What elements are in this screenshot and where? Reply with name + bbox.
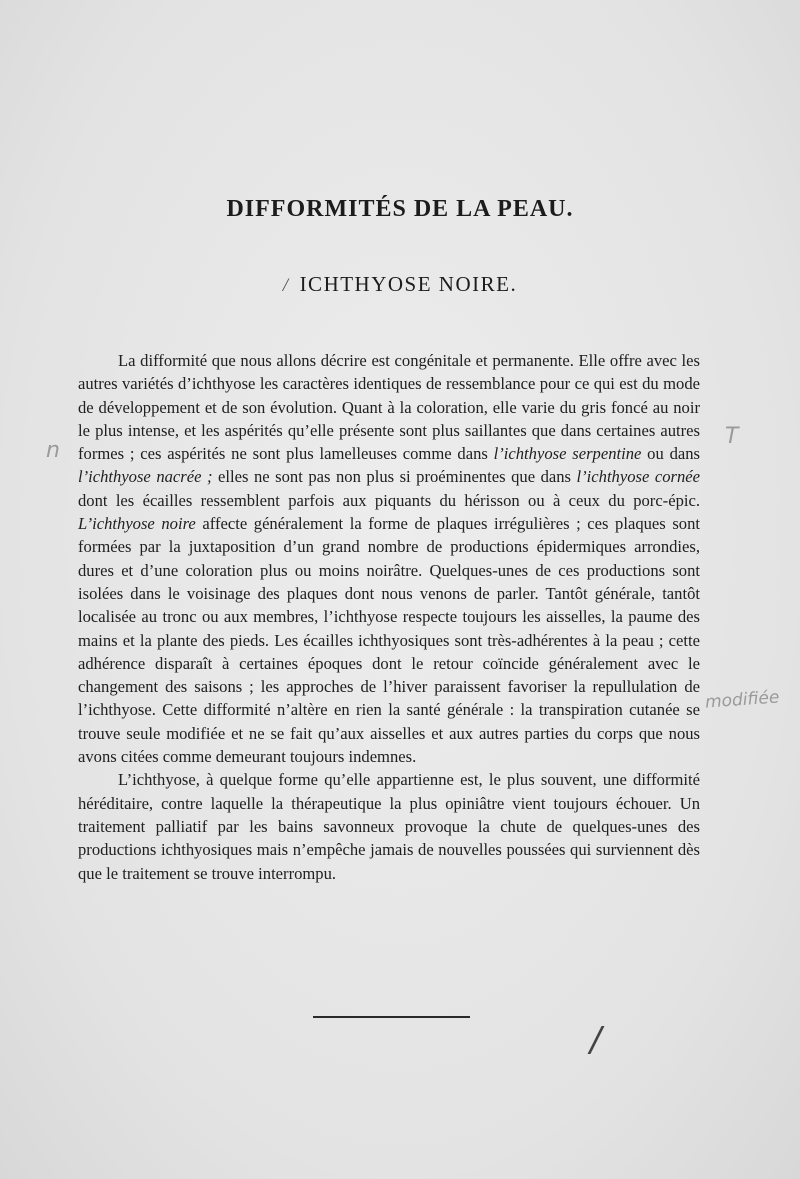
paragraph-1-text-d: dont les écailles ressemblent parfois aux piquants du hérisson ou à ceux du porc-épic. [78,490,700,510]
paragraph-2: L’ichthyose, à quelque forme qu’elle appartienne est, le plus souvent, une difformité héréditaire, contre laquelle la thérapeutique la plus opiniâtre vient toujours échouer. Un traitement palliatif par les bains savonneux provoque la chute de quelques-unes des productions ichthyosiques mais n’empêche jamais de nouvelles poussées qui surviennent dès que le traitement se trouve interrompu. [78,770,700,883]
section-title-text: ICHTHYOSE NOIRE. [299,272,518,296]
body-text [78,349,700,885]
margin-annotation-right: T [725,424,739,449]
paragraph-1-text-a: La difformité que nous allons décrire est congénitale et permanente. Elle offre avec les autres variétés d’ichthyose les caractères identiques de ressemblance pour ce qui est du mode de développement et de son évolution. Quant à la coloration, elle varie du gris foncé au noir le plus intense, et les aspérités qu’elle présente sont plus saillantes que dans certaines autres formes ; ces aspérités ne sont plus lamelleuses comme dans [78,351,700,464]
page-title: DIFFORMITÉS DE LA PEAU. [226,196,574,222]
paragraph-1-text-b: ou dans [641,444,700,464]
pencil-mark-bottom: / [590,1020,602,1060]
paragraph-1 [78,349,700,768]
italic-term-nacree: l’ichthyose nacrée ; [78,467,213,487]
closing-rule [313,1016,470,1018]
italic-term-noire: L’ichthyose noire [78,514,196,534]
margin-annotation-left: n [46,438,60,463]
paragraph-1-text-e: affecte généralement la forme de plaques irrégulières ; ces plaques sont formées par la juxtaposition d’un grand nombre de productions épidermiques arrondies, dures et d’une coloration plus ou moins noirâtre. Quelques-unes de ces productions sont isolées dans le voisinage des plaques dont nous venons de parler. Tantôt générale, tantôt localisée au tronc ou aux membres, l’ichthyose respecte toujours les aisselles, la paume des mains et la plante des pieds. Les écailles ichthyosiques sont très-adhérentes à la peau ; cette adhérence disparaît à certaines époques dont le retour coïncide généralement avec le changement des saisons ; les approches de l’hiver paraissent favoriser la repullulation de l’ichthyose. Cette difformité n’altère en rien la santé générale : la transpiration cutanée se trouve seule modifiée et ne se fait qu’aux aisselles et aux autres parties du corps que nous avons citées comme demeurant toujours indemnes. [78,514,700,767]
pencil-mark: / [282,275,290,296]
italic-term-cornee: l’ichthyose cornée [576,467,701,487]
margin-annotation-word: modifiée [704,687,780,713]
section-title [0,272,800,297]
italic-term-serpentine: l’ichthyose serpentine [493,444,642,464]
paragraph-1-text-c: elles ne sont pas non plus si proéminentes que dans [212,467,577,487]
